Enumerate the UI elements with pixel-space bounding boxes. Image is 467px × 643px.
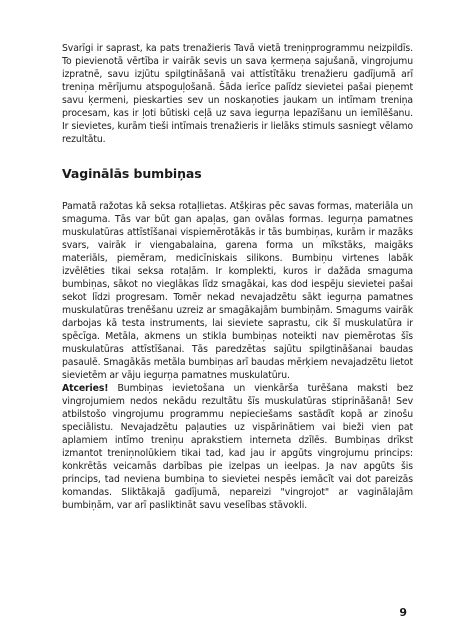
warning-text: Bumbiņas ievietošana un vienkārša turēšana maksti bez vingrojumiem nedos nekādu rezultātu šīs muskulatūras stiprināšanā! Sev atbilstošo vingrojumu programmu nepieciešams sastādīt kopā ar zinošu speciālistu. Nevajadzētu paļauties uz vispārinātiem vai bieži vien pat aplamiem intīmo treniņu aprakstiem interneta dzīlēs. Bumbiņas drīkst izmantot treniņnolūkiem tikai tad, kad jau ir apgūts vingrojumu princips: konkrētās veicamās darbības pie izelpas un ieelpas. Ja nav apgūts šis princips, tad neviena bumbiņa to sievietei nespēs iemācīt vai dot pareizās komandas. Sliktākajā gadījumā, nepareizi "vingrojot" ar vaginālajām bumbiņām, var arī pasliktināt savu veselības stāvokli.	[62, 383, 413, 511]
page-content	[62, 42, 413, 512]
warning-label: Atceries!	[62, 383, 109, 394]
page-number: 9	[399, 606, 407, 619]
body-paragraph: Pamatā ražotas kā seksa rotaļlietas. Atšķiras pēc savas formas, materiāla un smaguma. Tās var būt gan apaļas, gan ovālas formas. Iegurņa pamatnes muskulatūras attīstīšanai vispiemērotākās ir tās bumbiņas, kurām ir mazāks svars, vairāk ir viengabalaina, garena forma un mīkstāks, maigāks materiāls, piemēram, medicīniskais silikons. Bumbiņu virtenes labāk izvēlēties tikai seksa rotaļām. Ir komplekti, kuros ir dažāda smaguma bumbiņas, sākot no vieglākas līdz smagākai, kas dod iespēju sievietei pašai sekot līdzi progresam. Tomēr nekad nevajadzētu sākt iegurņa pamatnes muskulatūras trenēšanu uzreiz ar smagākajām bumbiņām. Smagums vairāk darbojas kā testa instruments, lai sieviete saprastu, cik šī muskulatūra ir spēcīga. Metāla, akmens un stikla bumbiņas noteikti nav piemērotas šīs muskulatūras attīstīšanai. Tās paredzētas sajūtu spilgtināšanai baudas pasaulē. Smagākās metāla bumbiņas arī baudas mērķiem nevajadzētu lietot sievietēm ar vāju iegurņa pamatnes muskulatūru.	[62, 201, 413, 381]
warning-paragraph	[62, 382, 413, 512]
section-heading: Vaginālās bumbiņas	[62, 166, 202, 181]
intro-paragraph: Svarīgi ir saprast, ka pats trenažieris Tavā vietā treniņprogrammu neizpildīs. To pievienotā vērtība ir vairāk sevis un sava ķermeņa sajušanā, vingrojumu izpratnē, savu izjūtu spilgtināšanā vai attīstītāku trenažieru gadījumā arī treniņa mērījumu atspoguļošanā. Šāda ierīce palīdz sievietei pašai pieņemt savu ķermeni, pieskarties sev un noskaņoties jaukam un intīmam treniņa procesam, kas ir ļoti būtiski ceļā uz sava iegurņa lepazīšanu un iemīlēšanu. Ir sievietes, kurām tieši intīmais trenažieris ir lielāks stimuls sasniegt vēlamo rezultātu.	[62, 43, 413, 145]
